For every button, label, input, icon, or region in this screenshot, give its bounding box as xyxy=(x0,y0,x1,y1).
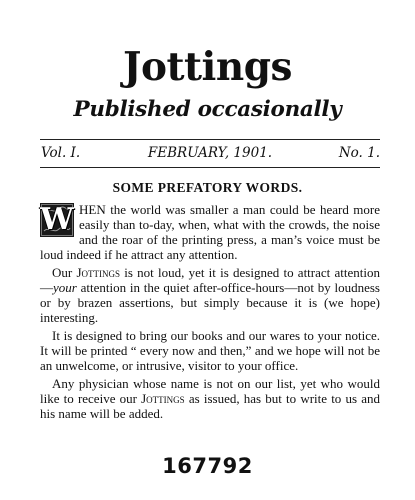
drop-cap-ornament xyxy=(40,203,74,237)
article-heading: SOME PREFATORY WORDS. xyxy=(112,180,303,195)
article-paragraph-3: It is designed to bring our books and our wares to your notice. It will be printed “ every now and then,” and we hope will not be an unwelcome, or intrusive, visitor to your office. xyxy=(40,328,380,373)
masthead-title: Jottings xyxy=(123,44,292,90)
jottings-name: Jottings xyxy=(141,391,185,406)
paragraph-1-text: HEN the world was smaller a man could be heard more easily than to-day, when, what with the crowds, the noise and the roar of the printing press, a man’s voice must be loud indeed if he attract any attention. xyxy=(40,202,380,262)
masthead-subtitle: Published occasionally xyxy=(73,97,342,122)
paragraph-4-text-a: Any physician whose name is not on our list, yet who would like to receive our xyxy=(40,376,380,406)
issue-number: No. 1. xyxy=(338,145,380,161)
top-rule xyxy=(40,139,380,140)
article-paragraph-1 xyxy=(40,202,380,262)
emphasis-your: your xyxy=(53,280,77,295)
paragraph-4-text-b: as issued, has but to write to us and his name will be added. xyxy=(40,391,380,421)
paragraph-2-text-a: Our xyxy=(52,265,77,280)
paragraph-2-text-b: is not loud, yet it is designed to attract attention— xyxy=(40,265,380,295)
bottom-rule xyxy=(40,167,380,168)
paragraph-2-text-c: attention in the quiet after-office-hours—not by loudness or by brazen assertions, but simply because it is (we hope) interesting. xyxy=(40,280,380,325)
drop-cap-letter: W xyxy=(40,202,74,237)
article-paragraph-2 xyxy=(40,265,380,325)
jottings-name: Jottings xyxy=(76,265,121,280)
issue-line xyxy=(40,142,380,164)
issue-volume: Vol. I. xyxy=(41,145,81,161)
article-paragraph-4 xyxy=(40,376,380,421)
article-body xyxy=(40,202,380,424)
accession-number: 167792 xyxy=(162,454,253,478)
issue-date: FEBRUARY, 1901. xyxy=(147,145,273,161)
